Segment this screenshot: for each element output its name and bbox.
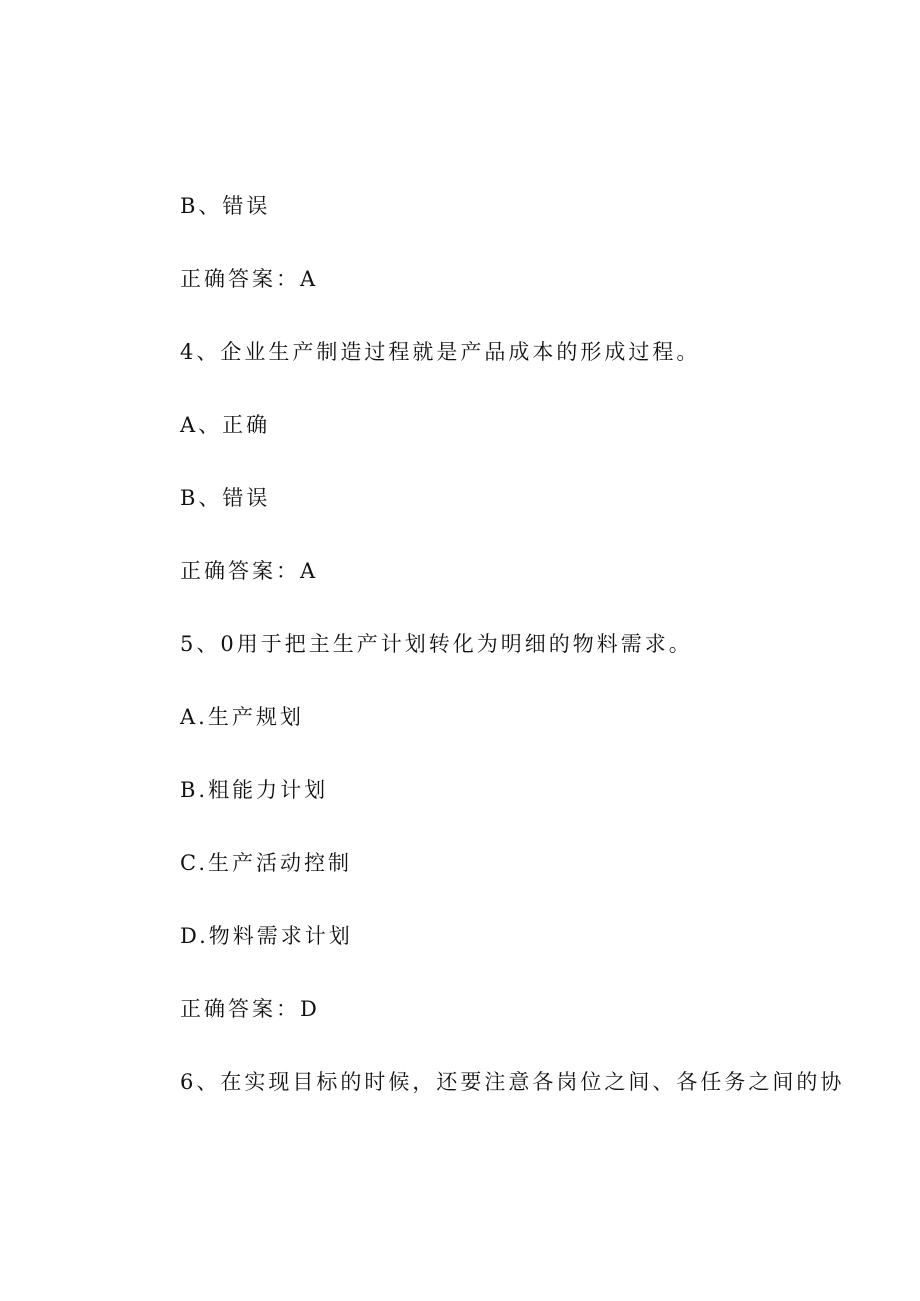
answer-q5: 正确答案：D [180,997,320,1021]
option-a-q5: A.生产规划 [180,705,304,729]
option-d-q5: D.物料需求计划 [180,924,353,948]
option-c-q5: C.生产活动控制 [180,851,352,875]
question-4: 4、企业生产制造过程就是产品成本的形成过程。 [180,340,701,364]
answer-q4: 正确答案：A [180,559,319,583]
question-6: 6、在实现目标的时候，还要注意各岗位之间、各任务之间的协 [180,1070,845,1094]
option-b-q5: B.粗能力计划 [180,778,329,802]
option-b-q4: B、错误 [180,486,271,510]
answer-q3: 正确答案：A [180,267,319,291]
question-5: 5、0用于把主生产计划转化为明细的物料需求。 [180,632,693,656]
option-a-q4: A、正确 [180,413,271,437]
option-b-q3: B、错误 [180,194,271,218]
